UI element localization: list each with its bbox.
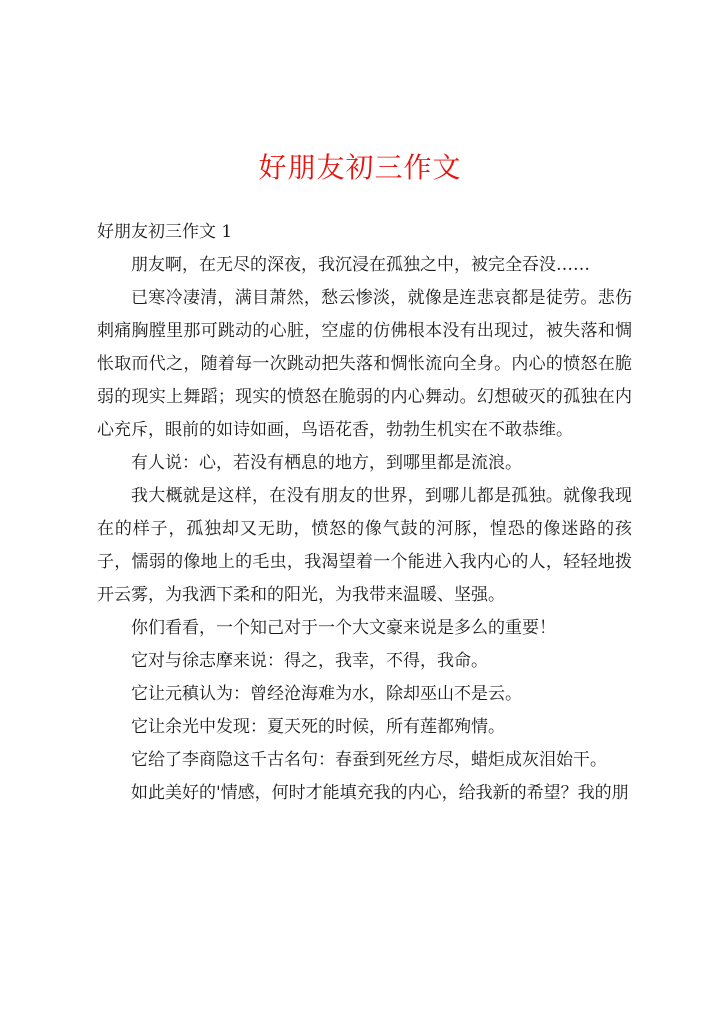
paragraph-9: 它给了李商隐这千古名句：春蚕到死丝方尽，蜡炬成灰泪始干。 bbox=[131, 750, 607, 770]
section-heading: 好朋友初三作文 1 bbox=[97, 222, 233, 242]
paragraph-1: 朋友啊，在无尽的深夜，我沉浸在孤独之中，被完全吞没…… bbox=[131, 255, 590, 275]
paragraph-4: 我大概就是这样，在没有朋友的世界，到哪儿都是孤独。就像我现在的样子，孤独却又无助，愤怒的像气鼓的河豚，惶恐的像迷路的孩子，懦弱的像地上的毛虫，我渴望着一个能进入我内心的人，轻轻地拨开云雾，为我洒下柔和的阳光，为我带来温暖、坚强。 bbox=[97, 486, 632, 605]
paragraph-3: 有人说：心，若没有栖息的地方，到哪里都是流浪。 bbox=[131, 453, 522, 473]
paragraph-8: 它让余光中发现：夏天死的时候，所有莲都殉情。 bbox=[131, 717, 505, 737]
paragraph-6: 它对与徐志摩来说：得之，我幸，不得，我命。 bbox=[131, 651, 488, 671]
page-title: 好朋友初三作文 bbox=[258, 151, 462, 184]
paragraph-2: 已寒冷凄清，满目萧然，愁云惨淡，就像是连悲哀都是徒劳。悲伤刺痛胸膛里那可跳动的心脏，空虚的仿佛根本没有出现过，被失落和惆怅取而代之，随着每一次跳动把失落和惆怅流向全身。内心的愤怒在脆弱的现实上舞蹈；现实的愤怒在脆弱的内心舞动。幻想破灭的孤独在内心充斥，眼前的如诗如画，鸟语花香，勃勃生机实在不敢恭维。 bbox=[97, 288, 632, 440]
document-body bbox=[97, 216, 632, 810]
paragraph-10: 如此美好的'情感，何时才能填充我的内心，给我新的希望？我的朋 bbox=[131, 783, 629, 803]
paragraph-7: 它让元稹认为：曾经沧海难为水，除却巫山不是云。 bbox=[131, 684, 522, 704]
paragraph-5: 你们看看，一个知己对于一个大文豪来说是多么的重要！ bbox=[131, 618, 556, 638]
